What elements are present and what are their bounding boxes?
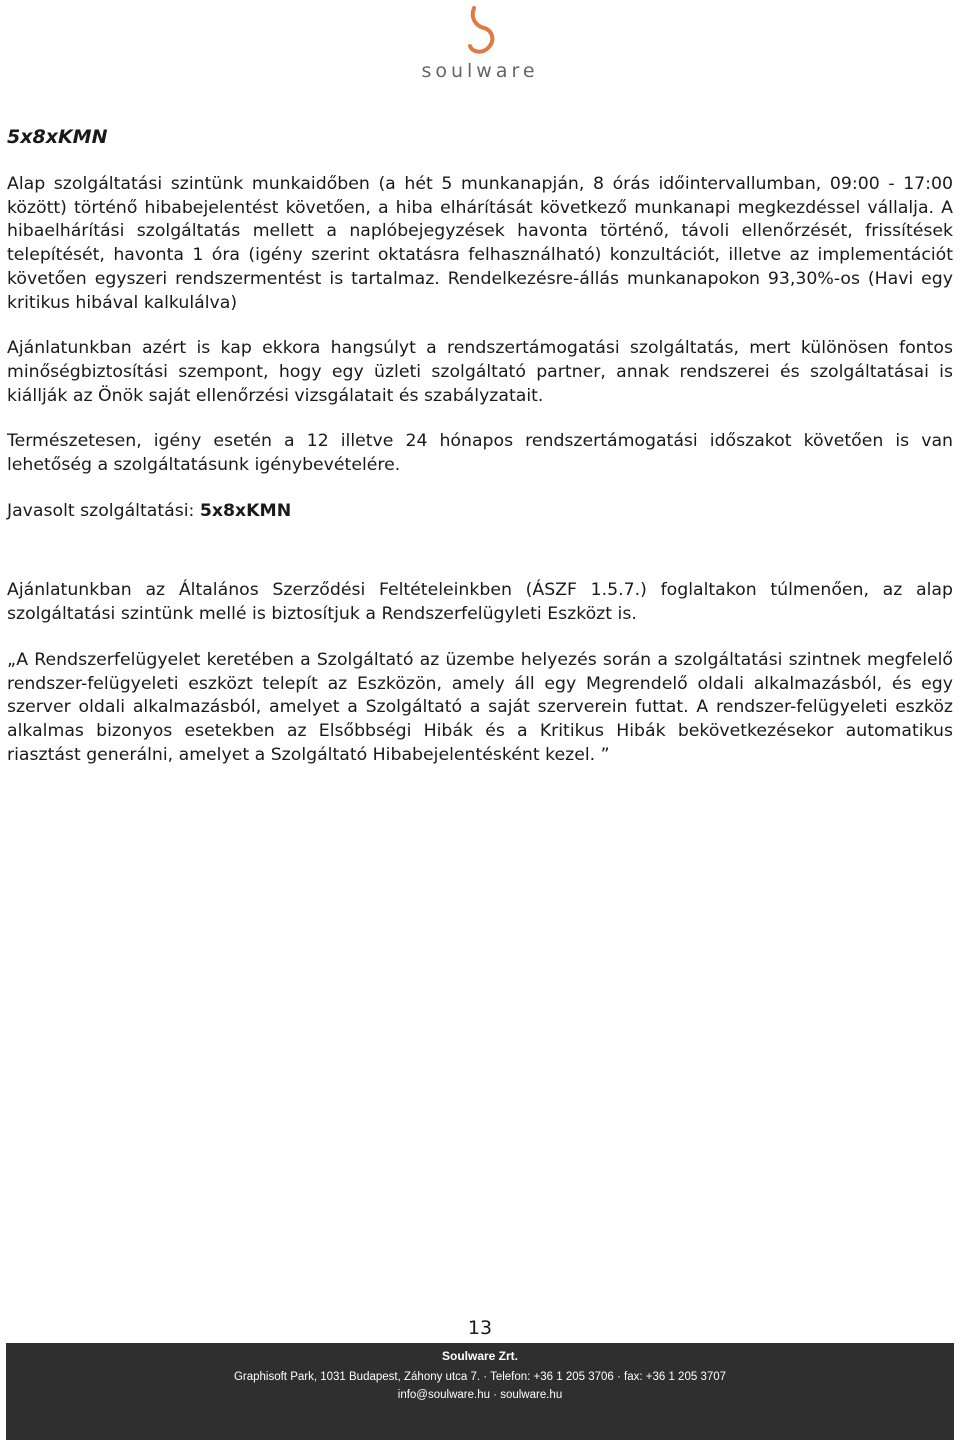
- page-footer: [6, 1343, 954, 1440]
- footer-contact: info@soulware.hu · soulware.hu: [397, 1389, 563, 1401]
- document-body: [7, 124, 953, 789]
- recommended-value: 5x8xKMN: [199, 500, 292, 521]
- spacer: [7, 545, 953, 579]
- footer-address: Graphisoft Park, 1031 Budapest, Záhony utca 7. · Telefon: +36 1 205 3706 · fax: +36 1 205 3707: [233, 1371, 727, 1383]
- recommended-service: [7, 500, 953, 524]
- page-number: 13: [467, 1317, 493, 1339]
- paragraph-extension: Természetesen, igény esetén a 12 illetve 24 hónapos rendszertámogatási időszakot követően is van lehetőség a szolgáltatásunk igénybevételére.: [7, 431, 953, 476]
- paragraph-service-level: Alap szolgáltatási szintünk munkaidőben (a hét 5 munkanapján, 8 órás időintervallumban, 09:00 - 17:00 között) történő hibabejelentést követően, a hiba elhárítását következő munkanapi megkezdéssel vállalja. A hibaelhárítási szolgáltatás mellett a naplóbejegyzések havonta történő, távoli ellenőrzését, frissítések telepítését, havonta 1 óra (igény szerint oktatásra felhasználható) konzultációt, illetve az implementációt követően egyszeri rendszermentést is tartalmaz. Rendelkezésre-állás munkanapokon 93,30%-os (Havi egy kritikus hibával kalkulálva): [7, 174, 953, 313]
- logo-swirl-icon: [400, 4, 560, 60]
- soulware-logo: [400, 4, 560, 84]
- section-heading: 5x8xKMN: [7, 126, 108, 148]
- paragraph-quote: „A Rendszerfelügyelet keretében a Szolgáltató az üzembe helyezés során a szolgáltatási szintnek megfelelő rendszer-felügyeleti eszközt telepít az Eszközön, amely áll egy Megrendelő oldali alkalmazásból, és egy szerver oldali alkalmazásból, amelyet a Szolgáltató a saját szerverein futtat. A rendszer-felügyeleti eszköz alkalmas bizonyos esetekben az Elsőbbségi Hibák és a Kritikus Hibák bekövetkezésekor automatikus riasztást generálni, amelyet a Szolgáltató Hibabejelentésként kezel. ”: [7, 649, 953, 765]
- paragraph-aszf: Ajánlatunkban az Általános Szerződési Feltételeinkben (ÁSZF 1.5.7.) foglaltakon túlmenően, az alap szolgáltatási szintünk mellé is biztosítjuk a Rendszerfelügyleti Eszközt is.: [7, 580, 953, 625]
- paragraph-emphasis: Ajánlatunkban azért is kap ekkora hangsúlyt a rendszertámogatási szolgáltatás, mert különösen fontos minőségbiztosítási szempont, hogy egy üzleti szolgáltató partner, annak rendszerei és szolgáltatásai is kiállják az Önök saját ellenőrzési vizsgálatait és szabályzatait.: [7, 338, 953, 406]
- recommended-label: Javasolt szolgáltatási:: [7, 500, 200, 521]
- logo-text: soulware: [421, 60, 539, 82]
- footer-company: Soulware Zrt.: [441, 1349, 518, 1363]
